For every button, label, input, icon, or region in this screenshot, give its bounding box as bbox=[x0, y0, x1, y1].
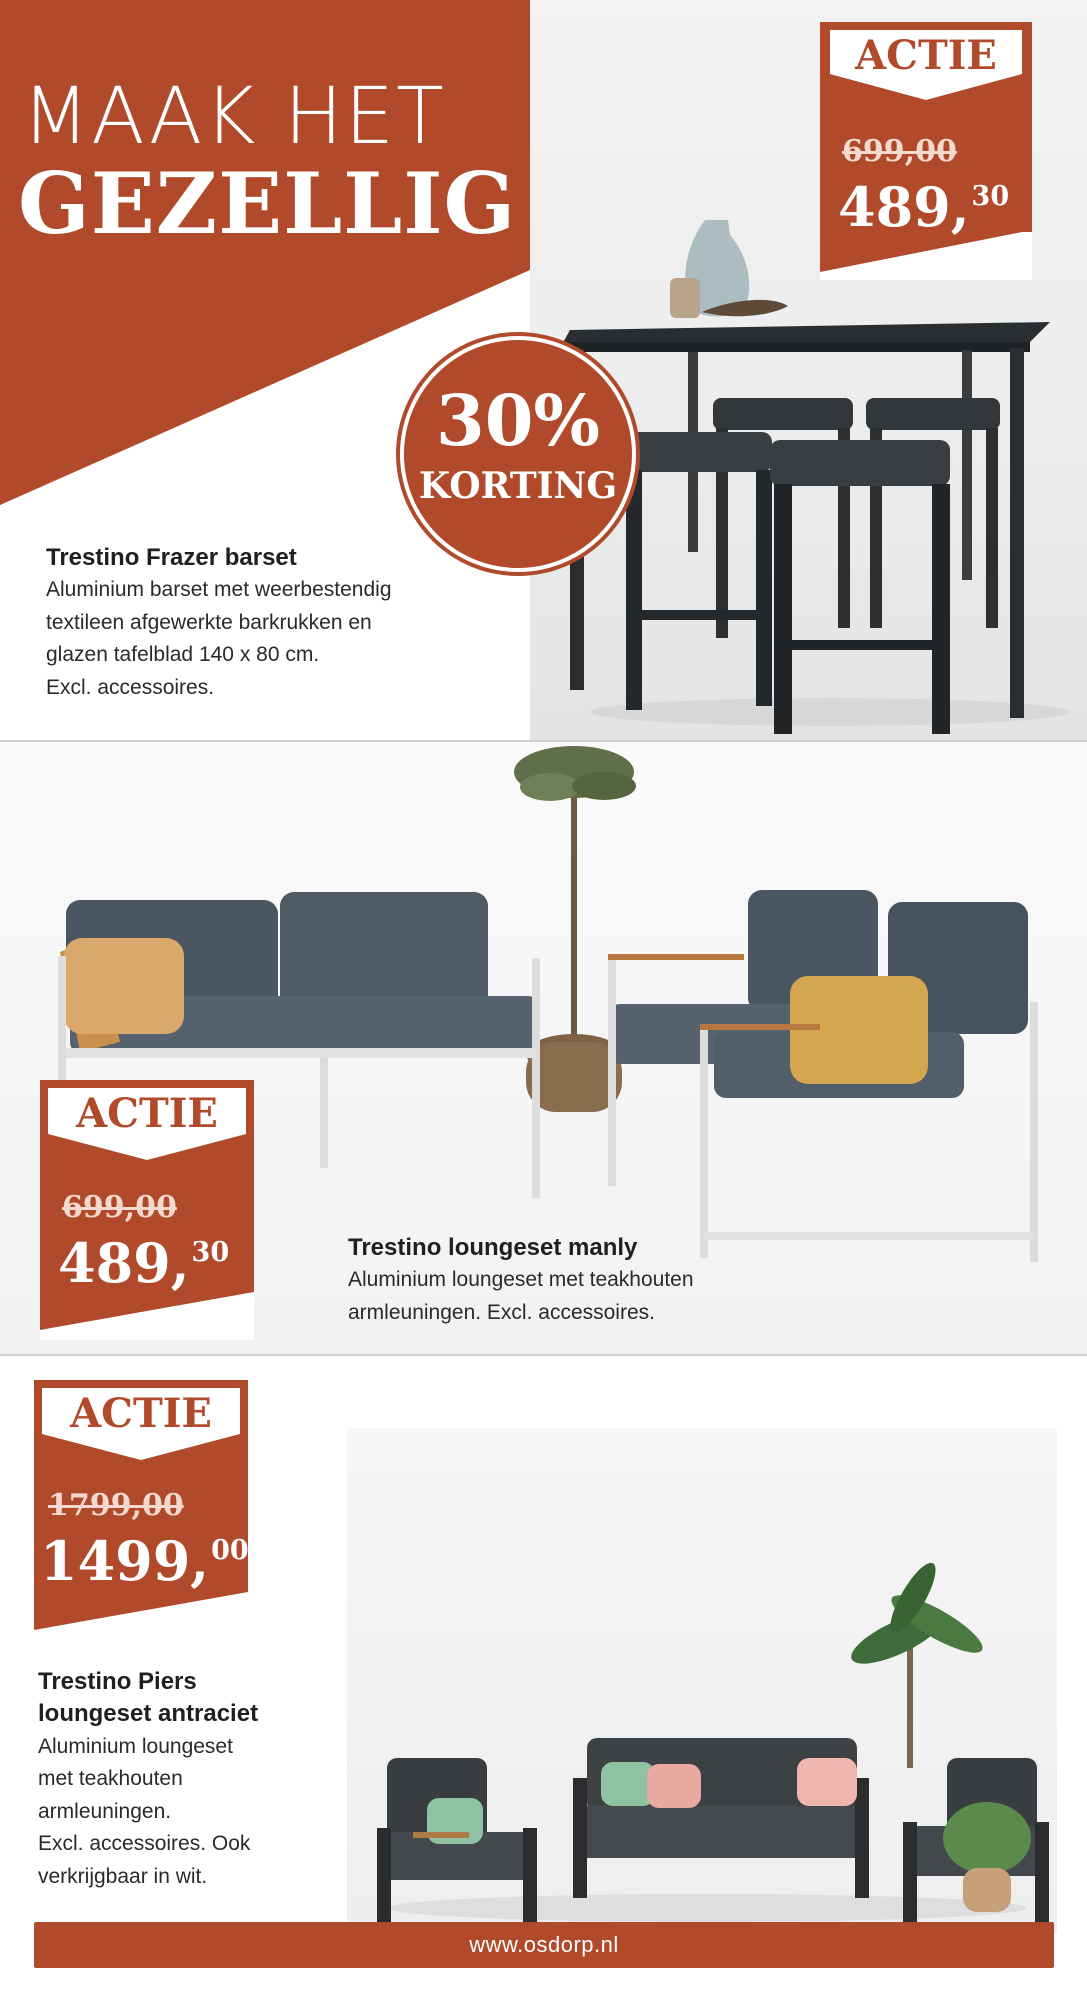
product-description-line: verkrijgbaar in wit. bbox=[38, 1864, 208, 1888]
product-name: Trestino Piers bbox=[38, 1668, 197, 1695]
action-badge-manly bbox=[40, 1080, 254, 1340]
hero-title-line1: MAAK HET bbox=[22, 72, 446, 162]
new-price: 489,30 bbox=[838, 175, 1010, 239]
discount-label: KORTING bbox=[418, 465, 618, 507]
website-link[interactable]: www.osdorp.nl bbox=[469, 1932, 619, 1957]
product-name: Trestino loungeset manly bbox=[348, 1234, 638, 1261]
barset-section bbox=[0, 0, 1087, 740]
piers-photo bbox=[347, 1428, 1057, 1934]
product-name: Trestino Frazer barset bbox=[46, 544, 297, 571]
new-price: 1499,00 bbox=[40, 1529, 249, 1593]
piers-text bbox=[38, 1666, 338, 1894]
product-description-line: Aluminium barset met weerbestendig bbox=[46, 578, 392, 602]
product-description-line: armleuningen. bbox=[38, 1799, 172, 1823]
product-description-line: Excl. accessoires. bbox=[46, 676, 215, 700]
hero-title-line2: GEZELLIG bbox=[18, 154, 517, 253]
old-price: 1799,00 bbox=[48, 1488, 184, 1523]
action-badge-piers bbox=[34, 1380, 248, 1640]
badge-label: ACTIE bbox=[855, 32, 997, 79]
discount-circle bbox=[400, 336, 636, 572]
product-description-line: Aluminium loungeset bbox=[38, 1734, 233, 1758]
new-price: 489,30 bbox=[58, 1231, 230, 1295]
product-name: loungeset antraciet bbox=[38, 1700, 259, 1728]
footer-bar bbox=[34, 1922, 1054, 1968]
discount-percent: 30% bbox=[436, 379, 600, 462]
old-price: 699,00 bbox=[842, 134, 957, 169]
product-description-line: armleuningen. Excl. accessoires. bbox=[348, 1300, 655, 1324]
barset-text bbox=[46, 542, 526, 705]
badge-label: ACTIE bbox=[76, 1090, 218, 1137]
piers-section bbox=[0, 1356, 1087, 2000]
product-description-line: Aluminium loungeset met teakhouten bbox=[348, 1268, 694, 1292]
product-description-line: textileen afgewerkte barkrukken en bbox=[46, 610, 372, 634]
loungeset-manly-section bbox=[0, 742, 1087, 1354]
product-description-line: Excl. accessoires. Ook bbox=[38, 1832, 251, 1856]
badge-label: ACTIE bbox=[70, 1390, 212, 1437]
piers-illustration bbox=[347, 1428, 1057, 1934]
old-price: 699,00 bbox=[62, 1190, 177, 1225]
action-badge-barset bbox=[820, 22, 1032, 280]
manly-text bbox=[348, 1232, 908, 1329]
product-description-line: glazen tafelblad 140 x 80 cm. bbox=[46, 643, 320, 667]
product-description-line: met teakhouten bbox=[38, 1767, 183, 1791]
